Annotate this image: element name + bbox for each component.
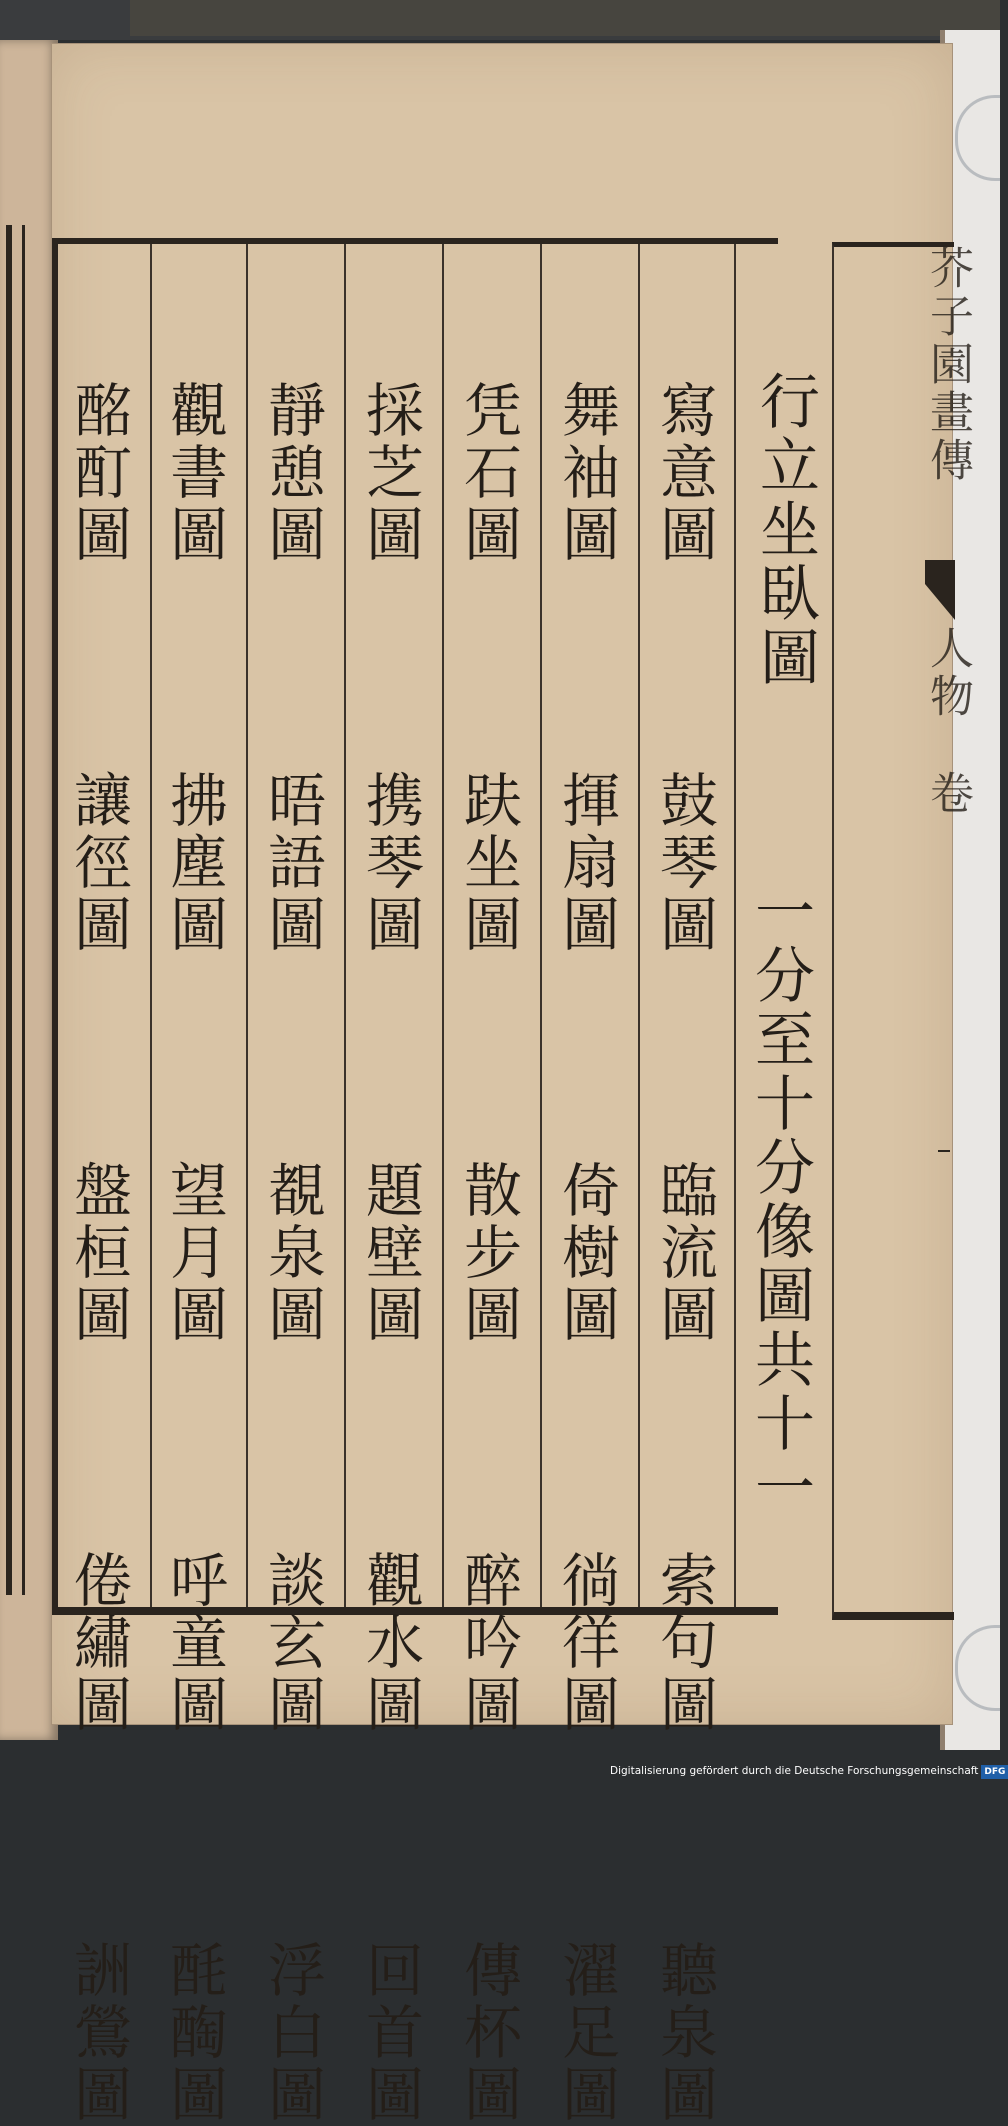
list-item: 談玄圖	[258, 1550, 326, 1736]
list-item: 靜憩圖	[258, 380, 326, 566]
figure-title-list-column	[160, 380, 228, 2126]
figure-title-list-column	[454, 380, 522, 2126]
list-item: 趺坐圖	[454, 770, 522, 956]
list-item: 覩泉圖	[258, 1160, 326, 1346]
list-item: 晤語圖	[258, 770, 326, 956]
list-item: 盤桓圖	[64, 1160, 132, 1346]
list-item: 鼓琴圖	[650, 770, 718, 956]
section-title: 行立坐臥圖	[750, 370, 820, 690]
list-item: 舞袖圖	[552, 380, 620, 566]
list-item: 題壁圖	[356, 1160, 424, 1346]
list-item: 携琴圖	[356, 770, 424, 956]
list-item: 觀書圖	[160, 380, 228, 566]
figure-title-list-column	[650, 380, 718, 2126]
list-item: 倦繡圖	[64, 1550, 132, 1736]
figure-title-list-column	[552, 380, 620, 2126]
list-item: 徜徉圖	[552, 1550, 620, 1736]
list-item: 詶鶯圖	[64, 1940, 132, 2126]
book-cover-top	[0, 0, 1000, 40]
list-item: 讓徑圖	[64, 770, 132, 956]
list-item: 酕醄圖	[160, 1940, 228, 2126]
list-item: 散步圖	[454, 1160, 522, 1346]
section-subtitle: 一分至十分像圖共十一	[745, 880, 815, 1520]
list-item: 酩酊圖	[64, 380, 132, 566]
list-item: 倚樹圖	[552, 1160, 620, 1346]
banxin-tick	[938, 1150, 950, 1152]
dfg-logo-icon: DFG	[981, 1765, 1008, 1779]
list-item: 濯足圖	[552, 1940, 620, 2126]
list-item: 凭石圖	[454, 380, 522, 566]
figure-title-list-column	[64, 380, 132, 2126]
list-item: 拂塵圖	[160, 770, 228, 956]
prev-page-frame	[0, 225, 30, 1595]
list-item: 索句圖	[650, 1550, 718, 1736]
list-item: 浮白圖	[258, 1940, 326, 2126]
list-item: 聽泉圖	[650, 1940, 718, 2126]
figure-title-list-column	[356, 380, 424, 2126]
banxin-section: 人物	[922, 625, 973, 721]
list-item: 觀水圖	[356, 1550, 424, 1736]
figure-title-list-column	[258, 380, 326, 2126]
list-item: 回首圖	[356, 1940, 424, 2126]
list-item: 傳杯圖	[454, 1940, 522, 2126]
list-item: 望月圖	[160, 1160, 228, 1346]
banxin-juan: 卷	[922, 770, 973, 818]
cover-cloth	[130, 0, 1000, 36]
digitization-credit	[610, 1760, 1006, 1782]
list-item: 醉吟圖	[454, 1550, 522, 1736]
list-item: 臨流圖	[650, 1160, 718, 1346]
list-item: 呼童圖	[160, 1550, 228, 1736]
credit-text: Digitalisierung gefördert durch die Deutsche Forschungsgemeinschaft	[610, 1765, 979, 1777]
list-item: 寫意圖	[650, 380, 718, 566]
banxin-title: 芥子園畫傳	[922, 245, 973, 485]
list-item: 揮扇圖	[552, 770, 620, 956]
list-item: 採芝圖	[356, 380, 424, 566]
